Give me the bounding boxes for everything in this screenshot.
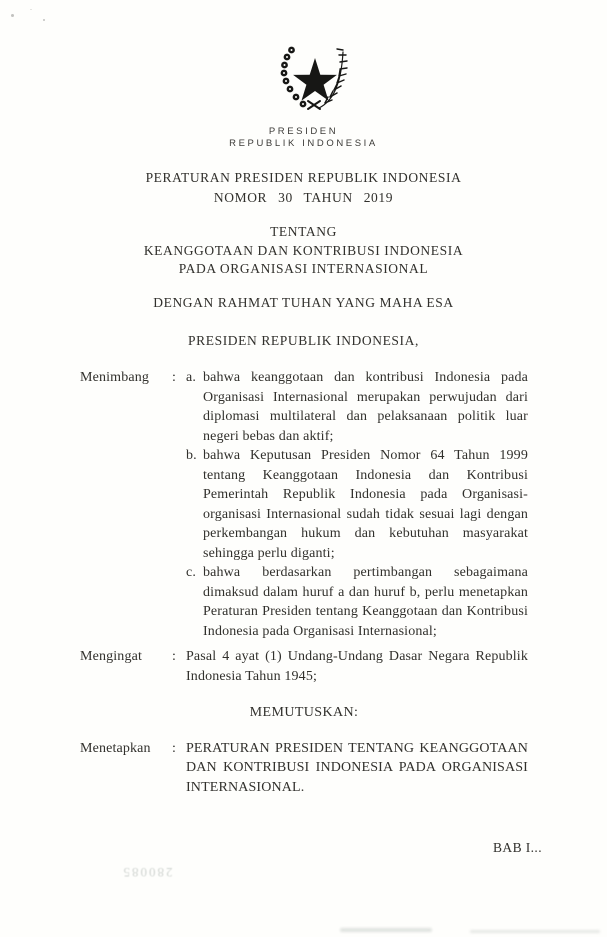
subject-line1: KEANGGOTAAN DAN KONTRIBUSI INDONESIA [143,243,464,258]
regulation-number-line: NOMOR 30 TAHUN 2019 [213,190,394,205]
scan-smudge [470,930,600,933]
scan-speck [11,14,14,17]
header-republik-indonesia: REPUBLIK INDONESIA [229,138,378,149]
tentang-label: TENTANG [270,224,337,239]
enacting-label: Menetapkan [80,740,151,756]
regulation-title-line1: PERATURAN PRESIDEN REPUBLIK INDONESIA [145,170,462,185]
decree-heading: MEMUTUSKAN: [249,705,359,720]
considering-colon: : [172,370,177,385]
considering-items [186,368,528,641]
item-text: bahwa keanggotaan dan kontribusi Indonesia pada Organisasi Internasional merupakan perwujudan dari diplomasi multilateral dan pelaksanaan politik luar negeri bebas dan aktif; [203,370,528,444]
scan-smudge [340,928,432,932]
scan-speck [43,19,45,21]
remembering-text: Pasal 4 ayat (1) Undang-Undang Dasar Negara Republik Indonesia Tahun 1945; [186,649,528,684]
considering-item-c [186,563,528,641]
enacting-section [80,739,528,798]
remembering-section [80,647,528,686]
continuation-mark: BAB I... [493,840,542,855]
bleedthrough-stamp: 280085 [121,865,173,880]
item-text: bahwa berdasarkan pertimbangan sebagaimana dimaksud dalam huruf a dan huruf b, perlu menetapkan Peraturan Presiden tentang Keanggotaan dan Kontribusi Indonesia pada Organisasi Internasional; [203,565,528,639]
authority-line: PRESIDEN REPUBLIK INDONESIA, [188,333,419,348]
invocation-line: DENGAN RAHMAT TUHAN YANG MAHA ESA [153,295,454,310]
scan-speck [30,9,32,10]
item-marker: c. [186,565,197,580]
remembering-colon: : [172,649,177,664]
item-text: bahwa Keputusan Presiden Nomor 64 Tahun 1999 tentang Keanggotaan Indonesia dan Kontribusi Pemerintah Republik Indonesia pada Organisasi-organisasi Internasional sudah tidak sesuai lagi dengan perkembangan hukum dan kebutuhan masyarakat sehingga perlu diganti; [203,448,528,561]
considering-item-b [186,446,528,563]
subject-line2: PADA ORGANISASI INTERNASIONAL [178,261,429,276]
considering-item-a [186,368,528,446]
star-wreath-icon [273,38,357,118]
document-body [80,368,528,797]
enacting-text: PERATURAN PRESIDEN TENTANG KEANGGOTAAN DAN KONTRIBUSI INDONESIA PADA ORGANISASI INTERNASIONAL. [186,740,528,795]
header-presiden: PRESIDEN [268,126,339,137]
presidential-emblem [273,38,357,123]
item-marker: b. [186,448,197,463]
remembering-label: Mengingat [80,649,143,664]
item-marker: a. [186,370,197,385]
enacting-colon: : [172,740,177,756]
considering-section [80,368,528,641]
considering-label: Menimbang [80,370,150,385]
